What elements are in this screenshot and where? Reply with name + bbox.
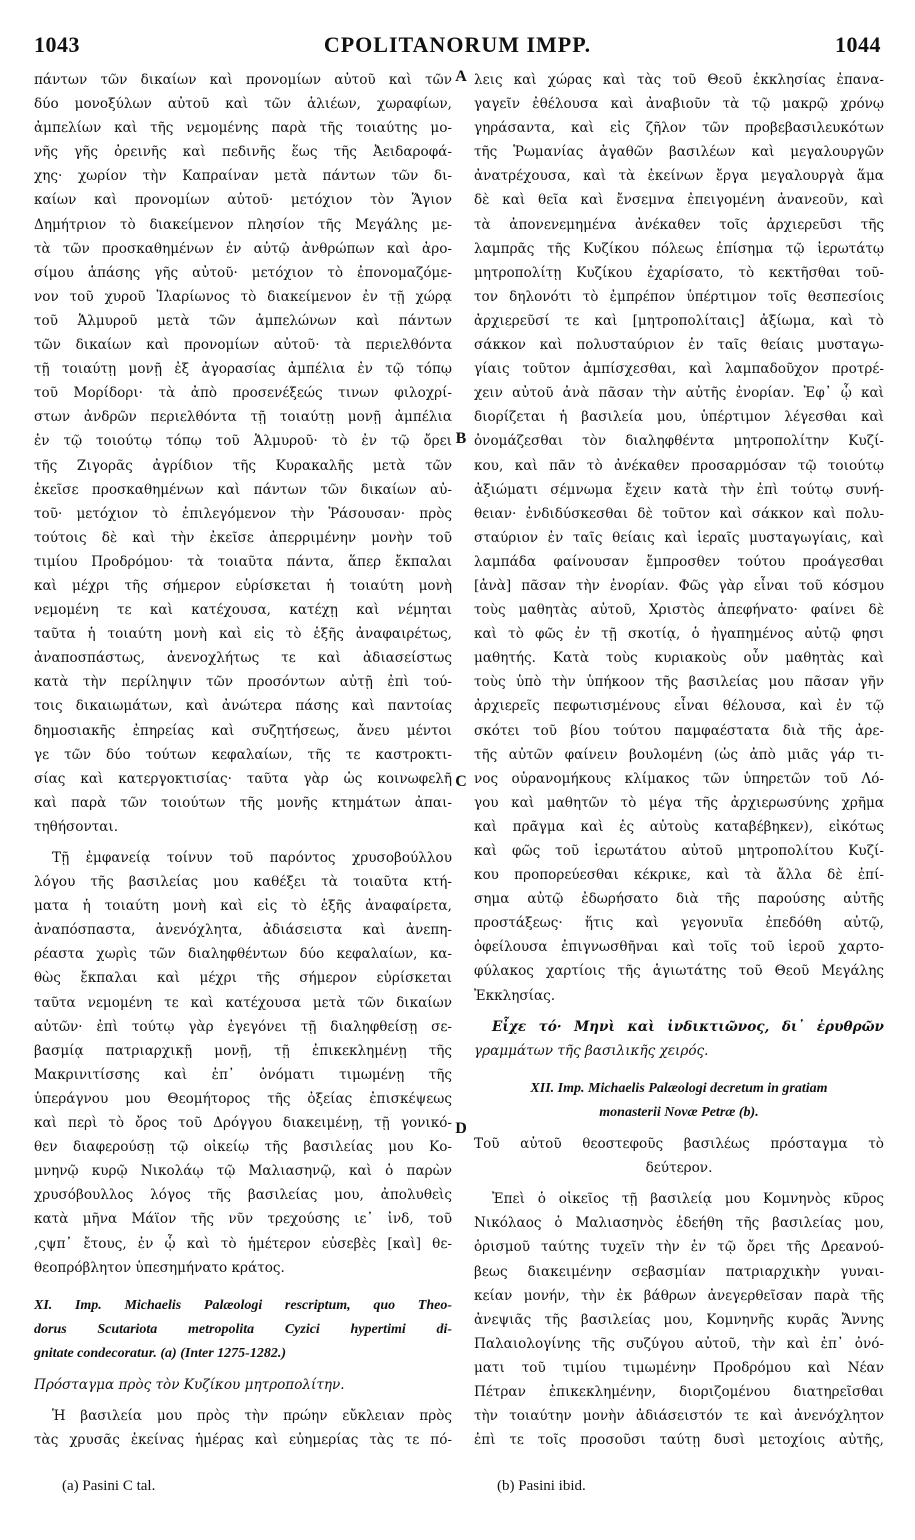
- text-line: τοῦ Μορίδορι· τὰ ἀπὸ προσενέξεώς τινων φιλοχρί-: [34, 385, 452, 402]
- text-line: σημα αὐτῷ ἐδωρήσατο διὰ τῆς παρούσης αὐτῆς: [474, 891, 884, 908]
- text-line: σάκκον καὶ πολυσταύριον ἐν ταῖς θείαις μυσταγω-: [474, 337, 884, 354]
- text-line: τῆς Ζιγορᾶς ἀγρίδιον τῆς Κυρακαλῆς μετὰ τῶν: [34, 457, 452, 474]
- text-line: καὶ τὸ φῶς ἐν τῇ σκοτίᾳ, ὁ ἠγαπημένος αὐτῷ φησι: [474, 626, 884, 643]
- text-line: καὶ πρᾶγμα καὶ ἐς αὐτοὺς καταβέβηκεν), εἰκότως: [474, 818, 884, 835]
- red-letters-note-line-1: Εἶχε τό· Μηνὶ καὶ ἰνδικτιῶνος, δι᾿ ἐρυθρῶν: [492, 1018, 884, 1035]
- margin-letter-d: D: [455, 1120, 467, 1137]
- section-xi-title-line-2: dorus Scutariota metropolita Cyzici hypertimi di-: [34, 1321, 452, 1337]
- text-line: μαθητής. Κατὰ τοὺς κυριακοὺς οὖν μαθητὰς καὶ: [474, 650, 884, 667]
- right-column: [474, 68, 884, 1452]
- margin-letter-b: B: [455, 430, 467, 447]
- text-line: λεις καὶ χώρας καὶ τὰς τοῦ Θεοῦ ἐκκλησίας ἐπανα-: [474, 72, 884, 88]
- text-line: τον δηλονότι τὸ ἐμπρέπον ὑπέρτιμον τοῖς θεσπεσίοις: [474, 288, 884, 305]
- text-line: Μακρινιτίσσης καὶ ἐπ᾿ ὀνόματι τιμωμένῃ τῆς: [34, 1066, 452, 1083]
- text-line: νος οὐρανομήκους κλίμακος τῶν ὑπηρετῶν τοῦ Λό-: [474, 770, 884, 787]
- text-line: μητροπολίτῃ Κυζίκου ἐχαρίσατο, τὸ κεκτῆσθαι τοῦ-: [474, 264, 884, 281]
- text-line: αὐτῶν· ἐπὶ τούτῳ γὰρ ἐγεγόνει τῇ διαληφθείσῃ σε-: [34, 1018, 452, 1035]
- text-line: τῶν δικαίων καὶ προνομίων αὐτοῦ· τὰ περιελθόντα: [34, 337, 452, 354]
- text-line: σταύριον ἐν ταῖς θείαις καὶ ἱεραῖς μυσταγωγίαις, καὶ: [474, 529, 884, 546]
- text-line: ἀμπελίων καὶ τῆς νεμομένης παρὰ τῆς τοιαύτης μο-: [34, 120, 452, 137]
- text-line: Παλαιολογίνης τῆς συζύγου αὐτοῦ, τὴν καὶ ἐπ᾿ ὀνό-: [474, 1335, 884, 1352]
- text-line: Ἐκκλησίας.: [474, 987, 556, 1004]
- text-line: διορίζεται ἡ βασιλεία μου, ὑπέρτιμον λέγεσθαι καὶ: [474, 409, 884, 426]
- text-line: δὲ καὶ θεῖα καὶ ἔνσεμνα ἐπειγομένη ἀνανεοῦν, καὶ: [474, 192, 884, 209]
- text-line: χειν αὐτοῦ ἀνὰ πᾶσαν τὴν αὐτῆς ἐνορίαν. Ἐφ᾿ ᾧ καὶ: [474, 385, 884, 402]
- text-line: καὶ παρὰ τῶν τοιούτων τῆς μονῆς κτημάτων ἀπαι-: [34, 794, 452, 811]
- text-line: λαμπάδα φαίνουσαν ἔμπροσθεν τούτου προάγεσθαι: [474, 553, 884, 570]
- text-line: θεοπρόβλητον ὑπεσημήνατο κράτος.: [34, 1259, 285, 1276]
- margin-letter-c: C: [455, 773, 467, 790]
- text-line: θειαν· ἐνδιδύσκεσθαι δὲ τοῦτον καὶ σάκκον καὶ πολυ-: [474, 505, 884, 522]
- text-line: τὰ ἀπονενεμημένα ἀνέκαθεν τοῖς ἀρχιερεῦσι τῆς: [474, 216, 884, 233]
- text-line: νεμομένη τε καὶ κατέχουσα, κατέχῃ καὶ νέμηται: [34, 602, 452, 619]
- text-line: γίαις τοῦτον ἀμπίσχεσθαι, καὶ λαμπαδοῦχον προτρέ-: [474, 361, 884, 378]
- text-line: γε τῶν δύο τούτων κεφαλαίων, τῆς τε καστροκτι-: [34, 746, 452, 763]
- text-line: βασμίᾳ πατριαρχικῇ μονῇ, τῇ ἐπικεκλημένῃ τῆς: [34, 1042, 452, 1059]
- text-line: τῆς Ῥωμανίας ἀγαθῶν βασιλέων καὶ μεγαλουργῶν: [474, 144, 884, 161]
- section-xi-title-line-3: gnitate condecoratur. (a) (Inter 1275-1282.): [34, 1345, 286, 1361]
- text-line: λόγου τῆς βασιλείας μου καθέξει τὰ τοιαῦτα κτή-: [34, 874, 452, 891]
- text-line: ἀναποσπάστως, ἀνενοχλήτως τε καὶ ἀδιασείστως: [34, 650, 452, 667]
- text-line: σκότει τοῦ βίου τούτου παμφαέστατα διὰ τῆς ἀρε-: [474, 722, 884, 739]
- text-line: ταῦτα ἡ τοιαύτη μονὴ καὶ εἰς τὸ ἑξῆς ἀναφαιρέτως,: [34, 626, 452, 643]
- text-line: ἀξιώματι σέμνωμα ἔχειν κατὰ τὴν ἐπὶ τούτῳ συνή-: [474, 481, 884, 498]
- text-line: τούτοις δὲ καὶ τὴν ἐκεῖσε ἀπερριμένην μονὴν τοῦ: [34, 529, 452, 546]
- section-xi-body-line-2: τὰς χρυσᾶς ἐκείνας ἡμέρας καὶ εὐημερίας τὰς τε πό-: [34, 1432, 452, 1449]
- text-line: κου, καὶ πᾶν τὸ ἀνέκαθεν προσαρμόσαν τῷ τοιούτῳ: [474, 457, 884, 474]
- text-line: ,ςψπ᾿ ἔτους, ἐν ᾧ καὶ τὸ ἡμέτερον εὐσεβὲς [καὶ] θε-: [34, 1235, 452, 1252]
- text-line: τοῦ· μετόχιον τὸ ἐπιλεγόμενον τὴν Ῥάσουσαν· πρὸς: [34, 505, 452, 522]
- page-header: [34, 32, 881, 62]
- text-line: κου προπορεύεσθαι κέκρικε, καὶ τὰ ἄλλα δὲ ἐπί-: [474, 867, 884, 884]
- page-number-right: 1044: [835, 32, 881, 57]
- text-line: βεως διακειμένην σεβασμίαν πατριαρχικὴν γυναι-: [474, 1263, 884, 1280]
- text-line: δύο μονοξύλων αὐτοῦ καὶ τῶν ἁλιέων, χωραφίων,: [34, 96, 452, 113]
- right-body-text: [474, 68, 884, 1008]
- text-line: ὀνομάζεσθαι τὸν διαληφθέντα μητροπολίτην Κυζί-: [474, 433, 884, 450]
- text-line: τοὺς μαθητὰς αὐτοῦ, Χριστὸς ἀπεφήνατο· φαίνει δὲ: [474, 602, 884, 619]
- text-line: γου καὶ μαθητῶν τὸ μέγα τῆς ἀρχιερωσύνης χρῆμα: [474, 794, 884, 811]
- text-line: ἀνεψιᾶς τῆς βασιλείας μου, Κομνηνῆς κυρᾶς Ἄννης: [474, 1311, 884, 1328]
- text-line: χης· χωρίον τὴν Καπραίναν μετὰ πάντων τῶν δι-: [34, 168, 452, 185]
- text-line: ὑπεράγνου μου Θεομήτορος τῆς ὀξείας ἐπισκέψεως: [34, 1090, 452, 1107]
- section-xii-title-line-1: XII. Imp. Michaelis Palæologi decretum in gratiam: [530, 1080, 828, 1096]
- text-line: ἐν τῷ τοιούτῳ τόπῳ τοῦ Ἁλμυροῦ· τὸ ἐν τῷ ὄρει: [34, 433, 452, 450]
- text-line: ρέαστα χωρὶς τῶν διαληφθέντων δύο κεφαλαίων, κα-: [34, 946, 452, 963]
- text-line: ἐκεῖσε προσκαθημένων καὶ πάντων τῶν δικαίων αὐ-: [34, 481, 452, 498]
- text-line: ἀρχιερεῦσί τε καὶ [μητροπολίταις] ἀξίωμα, καὶ τὸ: [474, 312, 884, 329]
- text-line: ἀρχιερεῖς πεφωτισμένους εἶναι θέλουσα, καὶ ἐν τῷ: [474, 698, 884, 715]
- text-line: τιμίου Προδρόμου· τὰ τοιαῦτα πάντα, ἅπερ ἔκπαλαι: [34, 553, 452, 570]
- text-line: [ἀνὰ] πᾶσαν τὴν ἐνορίαν. Φῶς γὰρ εἶναι τοῦ κόσμου: [474, 577, 884, 594]
- footnote-a: (a) Pasini C tal.: [62, 1478, 156, 1494]
- text-line: τηθήσονται.: [34, 818, 119, 835]
- text-line: Δημήτριον τὸ διακείμενον πλησίον τῆς Μεγάλης με-: [34, 216, 452, 233]
- text-line: Πέτραν ἐπικεκλημένην, διοριζομένου διατηρεῖσθαι: [474, 1383, 884, 1400]
- text-line: καίων καὶ προνομίων αὐτοῦ· μετόχιον τὸν Ἅγιον: [34, 192, 452, 209]
- text-line: ὀφείλουσα ἐπιγνωσθῆναι καὶ τοῖς τοῦ ἱεροῦ χαρτο-: [474, 939, 884, 956]
- text-line: γαγεῖν ἐθέλουσα καὶ ἀναβιοῦν τὰ τῷ μακρῷ χρόνῳ: [474, 96, 884, 113]
- text-line: καὶ περὶ τὸ ὄρος τοῦ Δρόγγου διακειμένῃ, τῇ γονικό-: [34, 1115, 452, 1132]
- text-line: τοῦ Ἁλμυροῦ μετὰ τῶν ἀμπελώνων καὶ πάντων: [34, 312, 452, 329]
- text-line: σίας καὶ κατεργοκτισίας· ταῦτα γὰρ ὡς κοινωφελῆ: [34, 770, 452, 787]
- section-xi-heading: Πρόσταγμα πρὸς τὸν Κυζίκου μητροπολίτην.: [34, 1376, 345, 1393]
- section-xi-title-line-1: XI. Imp. Michaelis Palæologi rescriptum, quo Theo-: [34, 1297, 452, 1313]
- text-line: ματα ἡ τοιαύτη μονὴ καὶ εἰς τὸ ἑξῆς ἀναφαίρετα,: [34, 898, 452, 915]
- text-line: ἐπὶ τε τοῖς προσοῦσι ταύτῃ δυσὶ μετοχίοις αὐτῆς,: [474, 1432, 884, 1449]
- text-line: ὁρισμοῦ ταύτης τυχεῖν τὴν ἐν τῷ ὄρει τῆς Δρεανού-: [474, 1239, 884, 1256]
- text-line: τοὺς ὑπὸ τὴν ὑπήκοον τῆς βασιλείας μου πᾶσαν γῆν: [474, 674, 884, 691]
- text-line: μνηνῷ κυρῷ Νικολάῳ τῷ Μαλιασηνῷ, καὶ ὁ παρὼν: [34, 1163, 452, 1180]
- text-line: δημοσιακῆς ἐπηρείας καὶ συζητήσεως, ἄνευ μέντοι: [34, 722, 452, 739]
- text-line: ἀνατρέχουσα, καὶ τὰ ἐκείνων ἔργα μεγαλουργὰ ἅμα: [474, 168, 884, 185]
- left-column: [34, 68, 452, 1452]
- section-xii-heading-line-2: δεύτερον.: [645, 1160, 713, 1177]
- section-xii-title-line-2: monasterii Novæ Petræ (b).: [599, 1104, 759, 1120]
- text-line: Τῇ ἐμφανείᾳ τοίνυν τοῦ παρόντος χρυσοβούλλου: [52, 850, 452, 866]
- left-paragraph-2: [34, 846, 452, 1280]
- text-line: θὼς ἔκπαλαι καὶ μέχρι τῆς σήμερον εὑρίσκεται: [34, 970, 452, 987]
- text-line: νῆς γῆς ὀρεινῆς καὶ πεδινῆς ἕως τῆς Ἀειδαροφά-: [34, 144, 452, 161]
- text-line: καὶ μέχρι τῆς σήμερον εὑρίσκεται ἡ τοιαύτη μονὴ: [34, 577, 452, 594]
- text-line: κατὰ τὴν περίληψιν τῶν προσόντων αὐτῇ ἐπὶ τού-: [34, 674, 452, 691]
- section-xi-body-line-1: Ἡ βασιλεία μου πρὸς τὴν πρώην εὔκλειαν πρὸς: [52, 1408, 452, 1425]
- margin-letter-a: A: [455, 68, 467, 85]
- text-line: χρυσόβουλλος λόγος τῆς βασιλείας μου, ἀπολυθεὶς: [34, 1187, 452, 1204]
- text-line: λαμπρᾶς τῆς Κυζίκου πόλεως ἐπίσημα τῷ ἱερωτάτῳ: [474, 240, 884, 257]
- text-line: νον τοῦ χυροῦ Ἱλαρίωνος τὸ διακείμενον ἐν τῇ χώρᾳ: [34, 288, 452, 305]
- text-line: Νικόλαος ὁ Μαλιασηνὸς ἐδεήθη τῆς βασιλείας μου,: [474, 1215, 884, 1232]
- text-line: κατὰ μῆνα Μάϊον τῆς νῦν τρεχούσης ιε᾿ ἰνδ, τοῦ: [34, 1211, 452, 1228]
- text-line: προστάξεως· ἥτις καὶ γεγονυῖα ἐπεδόθη αὐτῷ,: [474, 915, 884, 932]
- text-line: τὴν τοιαύτην μονὴν ἀδιάσειστόν τε καὶ ἀνενόχλητον: [474, 1408, 884, 1425]
- text-line: γηράσαντα, καὶ εἰς ζῆλον τῶν προβεβασιλευκότων: [474, 120, 884, 137]
- text-line: φύλακος χαρτίοις τῆς ἁγιωτάτης τοῦ Θεοῦ Μεγάλης: [474, 963, 884, 980]
- text-line: κείαν μονήν, τὴν ἐκ βάθρων ἀνεγερθεῖσαν παρὰ τῆς: [474, 1287, 884, 1304]
- section-xii-heading-line-1: Τοῦ αὐτοῦ θεοστεφοῦς βασιλέως πρόσταγμα τὸ: [474, 1136, 884, 1153]
- right-paragraph-2: [474, 1187, 884, 1452]
- text-line: καὶ φῶς τοῦ ἱερωτάτου αὐτοῦ μητροπολίτου Κυζί-: [474, 843, 884, 859]
- text-line: τῆς αὐτῶν φαίνειν βουλομένη (ὡς ἀπὸ μιᾶς γάρ τι-: [474, 746, 884, 763]
- page-number-left: 1043: [34, 32, 80, 57]
- text-line: πάντων τῶν δικαίων καὶ προνομίων αὐτοῦ καὶ τῶν: [34, 72, 452, 88]
- text-line: τὰ τῶν προσκαθημένων ἐν αὐτῷ ἀνθρώπων καὶ ἀρο-: [34, 240, 452, 257]
- text-line: ἀναπόσπαστα, ἀνενόχλητα, ἀδιάσειστα καὶ ἀνεπη-: [34, 922, 452, 939]
- text-line: ματι τοῦ τιμίου τιμωμένην Προδρόμου καὶ Νέαν: [474, 1359, 884, 1376]
- text-line: τοις δικαιωμάτων, καὶ ἀνώτερα πάσης καὶ παντοίας: [34, 698, 452, 715]
- left-body-text: [34, 68, 452, 839]
- text-line: στων ἀνδρῶν περιελθόντα τῇ τοιαύτῃ μονῇ ἀμπέλια: [34, 409, 452, 426]
- text-line: ταῦτα νεμομένη τε καὶ κατέχουσα μετὰ τῶν δικαίων: [34, 994, 452, 1011]
- text-line: θεν διαφερούσῃ τῷ οἰκείῳ τῆς βασιλείας μου Κο-: [34, 1139, 452, 1156]
- text-line: τῇ τοιαύτῃ μονῇ ἐξ ἀγορασίας ἀμπέλια ἐν τῷ τόπῳ: [34, 361, 452, 378]
- footnote-b: (b) Pasini ibid.: [497, 1478, 586, 1494]
- red-letters-note-line-2: γραμμάτων τῆς βασιλικῆς χειρός.: [474, 1042, 709, 1059]
- text-line: Ἐπεὶ ὁ οἰκεῖος τῇ βασιλείᾳ μου Κομνηνὸς κῦρος: [492, 1191, 884, 1208]
- text-line: σίμου ἁπάσης γῆς αὐτοῦ· μετόχιον τὸ ἐπονομαζόμε-: [34, 264, 452, 281]
- running-title: CPOLITANORUM IMPP.: [323, 32, 592, 57]
